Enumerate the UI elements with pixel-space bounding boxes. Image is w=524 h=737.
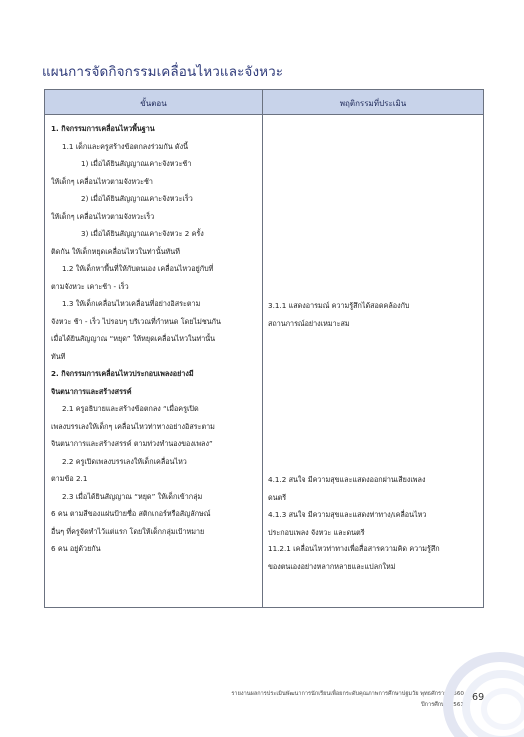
step-line: ให้เด็กๆ เคลื่อนไหวตามจังหวะช้า: [51, 176, 153, 186]
table-header-row: [45, 90, 483, 115]
behavior-indicator: [268, 471, 425, 506]
footer-academic-year: ปีการศึกษา 2561: [421, 702, 464, 708]
step-line: ให้เด็กๆ เคลื่อนไหวตามจังหวะเร็ว: [51, 211, 155, 221]
step-line: ทันที: [51, 351, 66, 361]
step-line: 3) เมื่อได้ยินสัญญาณเคาะจังหวะ 2 ครั้ง: [81, 229, 204, 238]
step-line: 1.2 ให้เด็กหาพื้นที่ให้กับตนเอง เคลื่อนไหวอยู่กับที่: [62, 264, 214, 273]
step-line: ตามข้อ 2.1: [51, 474, 88, 483]
step-line: 2.2 ครูเปิดเพลงบรรเลงให้เด็กเคลื่อนไหว: [62, 456, 187, 466]
step-line: จินตนาการและสร้างสรรค์: [51, 386, 132, 396]
step-line: 2) เมื่อได้ยินสัญญาณเคาะจังหวะเร็ว: [81, 194, 193, 203]
step-line: ตามจังหวะ เคาะช้า - เร็ว: [51, 281, 129, 291]
header-steps: ขั้นตอน: [140, 99, 167, 108]
behavior-line: 4.1.2 สนใจ มีความสุขและแสดงออกผ่านเสียงเพลง: [268, 475, 426, 484]
plan-table: [44, 89, 484, 608]
table-body: [45, 115, 483, 607]
step-line: เมื่อได้ยินสัญญาณ “หยุด” ให้หยุดเคลื่อนไหวในท่านั้น: [51, 334, 216, 343]
header-assessed-behavior: พฤติกรรมที่ประเมิน: [339, 99, 407, 108]
step-line: 6 คน อยู่ด้วยกัน: [51, 544, 101, 553]
steps-column: [51, 120, 259, 558]
step-line: 1. กิจกรรมการเคลื่อนไหวพื้นฐาน: [51, 124, 155, 133]
step-line: 2.3 เมื่อได้ยินสัญญาณ “หยุด” ให้เด็กเข้ากลุ่ม: [62, 491, 203, 501]
behavior-line: สถานการณ์อย่างเหมาะสม: [268, 318, 350, 328]
behavior-line: ของตนเองอย่างหลากหลายและแปลกใหม่: [268, 561, 396, 571]
step-line: 1.1 เด็กและครูสร้างข้อตกลงร่วมกัน ดังนี้: [62, 141, 188, 151]
behavior-line: ประกอบเพลง จังหวะ และดนตรี: [268, 527, 365, 537]
behavior-indicator: [268, 506, 426, 541]
page-title: แผนการจัดกิจกรรมเคลื่อนไหวและจังหวะ: [42, 64, 284, 80]
page-number: 169: [466, 692, 485, 703]
step-line: เพลงบรรเลงให้เด็กๆ เคลื่อนไหวท่าทางอย่างอิสระตาม: [51, 421, 215, 431]
footer-report-title: รายงานผลการประเมินพัฒนาการนักเรียนเพื่อยกระดับคุณภาพการศึกษาปฐมวัย พุทธศักราช 2560: [231, 691, 464, 697]
behavior-indicator: [268, 540, 440, 575]
step-line: 6 คน ตามสีของแผ่นป้ายชื่อ สติกเกอร์หรือสัญลักษณ์: [51, 509, 211, 518]
decorative-swirl-graphic: [430, 630, 524, 737]
behavior-line: 4.1.3 สนใจ มีความสุขและแสดงท่าทาง/เคลื่อนไหว: [268, 510, 427, 519]
behavior-line: 11.2.1 เคลื่อนไหวท่าทางเพื่อสื่อสารความคิด ความรู้สึก: [268, 544, 440, 553]
step-line: 2. กิจกรรมการเคลื่อนไหวประกอบเพลงอย่างมี: [51, 369, 194, 378]
step-line: 1.3 ให้เด็กเคลื่อนไหวเคลื่อนที่อย่างอิสระตาม: [62, 299, 201, 308]
step-line: 2.1 ครูอธิบายและสร้างข้อตกลง “เมื่อครูเปิด: [62, 404, 199, 413]
step-line: อื่นๆ ที่ครูจัดทำไว้แต่แรก โดยให้เด็กกลุ่มเป้าหมาย: [51, 526, 205, 536]
step-line: จินตนาการและสร้างสรรค์ ตามท่วงทำนองของเพลง”: [51, 439, 213, 448]
behavior-line: ดนตรี: [268, 492, 287, 502]
step-line: 1) เมื่อได้ยินสัญญาณเคาะจังหวะช้า: [81, 159, 192, 168]
behavior-indicator: [268, 297, 410, 332]
step-line: จังหวะ ช้า - เร็ว ไปรอบๆ บริเวณที่กำหนด โดยไม่ชนกัน: [51, 316, 221, 326]
step-line: ติดกัน ให้เด็กหยุดเคลื่อนไหวในท่านั้นทันที: [51, 246, 180, 256]
behavior-line: 3.1.1 แสดงอารมณ์ ความรู้สึกได้สอดคล้องกับ: [268, 301, 410, 310]
